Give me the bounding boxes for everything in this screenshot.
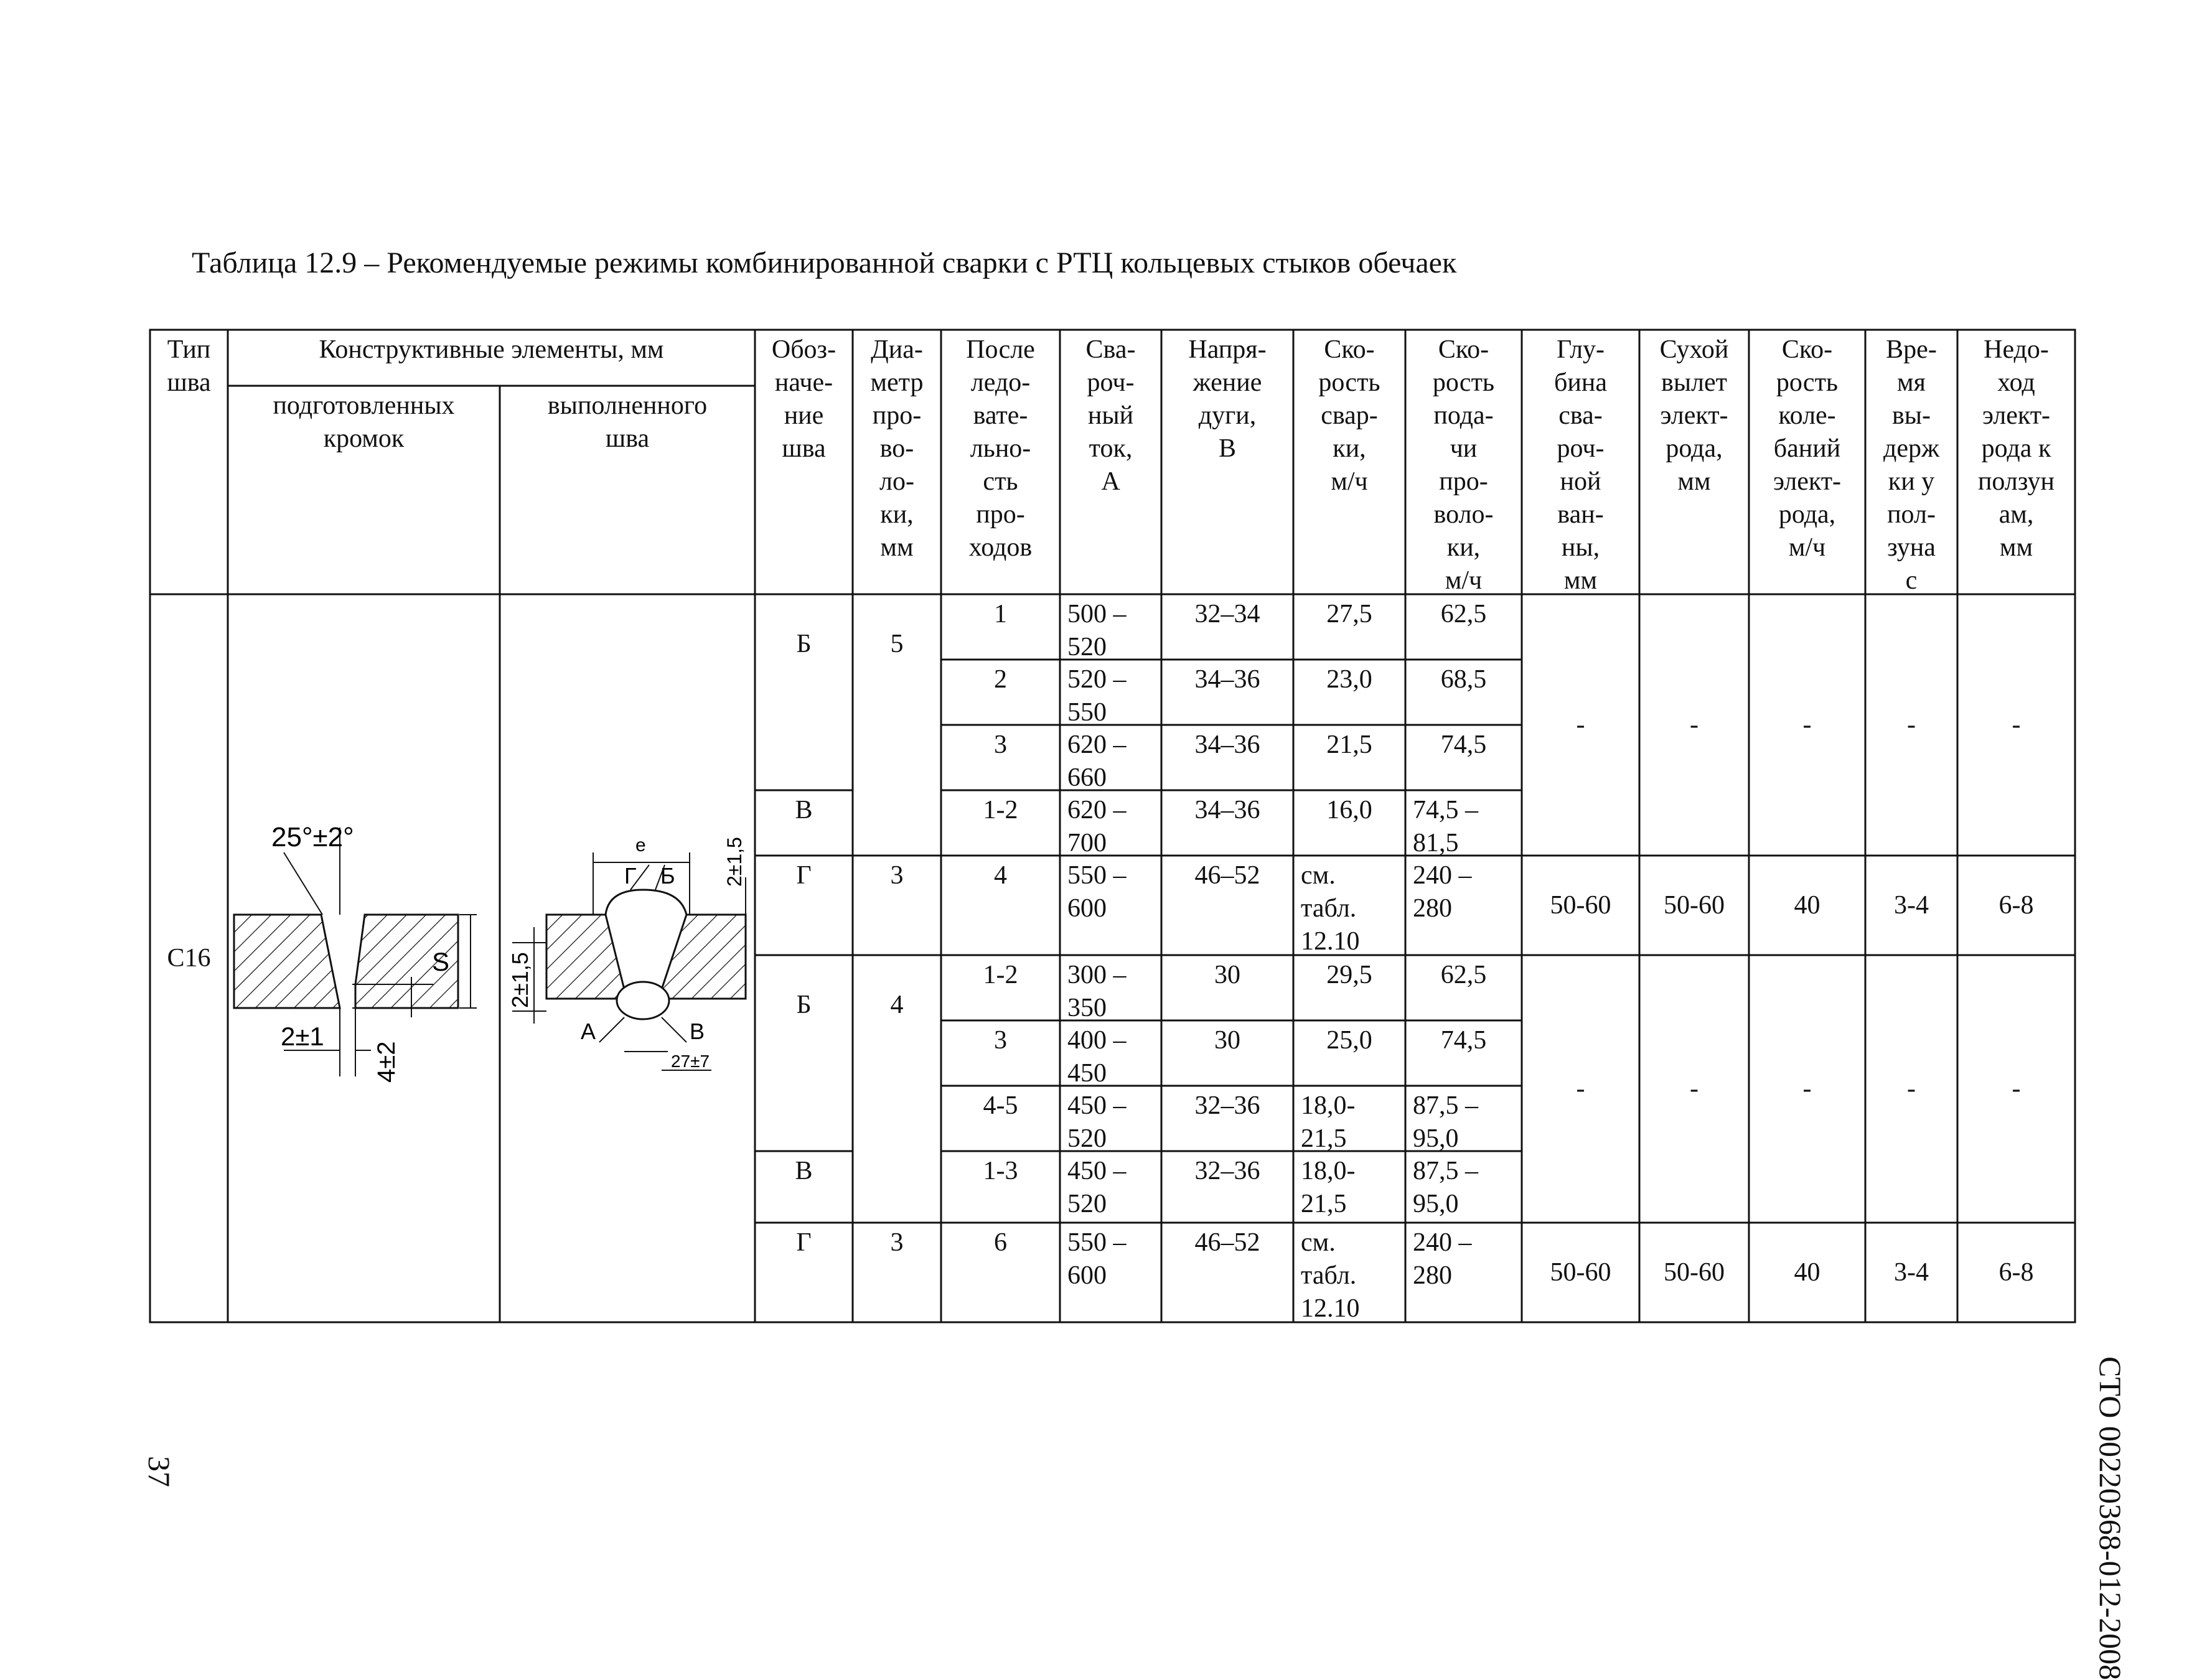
pass-sequence-cell: 4-5 [983, 1091, 1018, 1120]
header-oscillation-speed: Ско- рость коле- баний элект- рода, м/ч [1773, 335, 1842, 562]
pass-sequence-cell: 3 [994, 730, 1007, 759]
header-prepared-edges: подготовленных кромок [273, 391, 455, 453]
prep-thickness-label: S [432, 947, 450, 976]
done-bottom-reinforcement-label: 2±1,5 [507, 952, 533, 1008]
designation-cell: Б [796, 990, 812, 1019]
diameter-cell: 3 [890, 861, 904, 890]
dash-cell: - [1576, 710, 1585, 739]
current-cell: 450 – 520 [1067, 1091, 1127, 1151]
dash-cell: - [1690, 1074, 1699, 1103]
speed-cell: 25,0 [1326, 1026, 1372, 1055]
dash-cell: - [1907, 1074, 1916, 1103]
header-welding-speed: Ско- рость свар- ки, м/ч [1318, 335, 1380, 496]
feed-cell: 62,5 [1440, 961, 1487, 989]
feed-cell: 62,5 [1440, 600, 1487, 628]
feed-cell: 240 – 280 [1413, 861, 1472, 923]
header-finished-weld: выполненного шва [547, 391, 708, 453]
current-cell: 520 – 550 [1067, 665, 1127, 725]
speed-cell: см. табл. 12.10 [1301, 1228, 1360, 1322]
current-cell: 620 – 660 [1067, 730, 1127, 790]
feed-cell: 68,5 [1440, 665, 1487, 694]
pass-sequence-cell: 1-3 [983, 1157, 1018, 1185]
speed-cell: 16,0 [1326, 796, 1372, 824]
pool-depth-cell: 50-60 [1550, 890, 1611, 920]
header-structural-elements: Конструктивные элементы, мм [319, 335, 664, 364]
pass-sequence-cell: 3 [994, 1026, 1007, 1055]
pass-sequence-cell: 6 [994, 1228, 1007, 1257]
diameter-cell: 3 [890, 1228, 904, 1257]
speed-cell: 21,5 [1326, 730, 1372, 759]
dash-cell: - [1802, 1074, 1812, 1103]
dash-cell: - [2012, 1074, 2021, 1103]
dash-cell: - [1690, 710, 1699, 739]
gap-cell: 6-8 [1998, 890, 2034, 920]
voltage-cell: 30 [1214, 1026, 1240, 1055]
dash-cell: - [1802, 710, 1812, 739]
current-cell: 550 – 600 [1067, 861, 1127, 923]
pass-sequence-cell: 1 [994, 600, 1007, 628]
voltage-cell: 30 [1214, 961, 1240, 989]
current-cell: 450 – 520 [1067, 1157, 1127, 1218]
pass-sequence-cell: 1-2 [983, 796, 1018, 824]
pass-sequence-cell: 4 [994, 861, 1007, 890]
current-cell: 400 – 450 [1067, 1026, 1127, 1086]
page-number: 37 [142, 1456, 177, 1487]
dash-cell: - [2012, 710, 2021, 739]
designation-cell: В [795, 796, 813, 824]
designation-cell: Б [796, 629, 812, 658]
header-type: Тип шва [167, 335, 211, 397]
speed-cell: 23,0 [1326, 665, 1372, 694]
current-cell: 620 – 700 [1067, 796, 1127, 856]
feed-cell: 87,5 – 95,0 [1413, 1157, 1478, 1218]
diameter-cell: 4 [890, 990, 904, 1019]
designation-cell: Г [796, 1228, 812, 1257]
voltage-cell: 34–36 [1194, 730, 1260, 759]
finished-weld-drawing [500, 803, 755, 1101]
feed-cell: 74,5 [1440, 730, 1487, 759]
speed-cell: 27,5 [1326, 600, 1372, 628]
diameter-cell: 5 [890, 629, 904, 658]
done-width-label: e [635, 835, 646, 856]
voltage-cell: 32–36 [1194, 1157, 1260, 1185]
header-dwell-time: Вре- мя вы- держ ки у пол- зуна с [1883, 335, 1940, 594]
voltage-cell: 34–36 [1194, 796, 1260, 824]
stickout-cell: 50-60 [1664, 890, 1725, 920]
current-cell: 500 – 520 [1067, 600, 1127, 660]
header-arc-voltage: Напря- жение дуги, В [1188, 335, 1267, 463]
current-cell: 300 – 350 [1067, 961, 1127, 1020]
feed-cell: 74,5 – 81,5 [1413, 796, 1478, 856]
document-number: СТО 00220368-012-2008 [2093, 1356, 2128, 1680]
dash-cell: - [1907, 710, 1916, 739]
header-wire-diameter: Диа- метр про- во- ло- ки, мм [870, 335, 924, 562]
prep-gap-label: 2±1 [281, 1022, 324, 1051]
header-designation: Обоз- наче- ние шва [771, 335, 836, 463]
oscillation-cell: 40 [1794, 890, 1820, 920]
header-welding-current: Сва- роч- ный ток, А [1085, 335, 1136, 496]
voltage-cell: 46–52 [1194, 1228, 1260, 1257]
dwell-cell: 3-4 [1894, 1258, 1929, 1287]
gap-cell: 6-8 [1998, 1258, 2034, 1287]
header-stickout: Сухой вылет элект- рода, мм [1659, 335, 1729, 496]
prep-root-label: 4±2 [373, 1041, 400, 1083]
pass-sequence-cell: 1-2 [983, 961, 1018, 989]
pass-sequence-cell: 2 [994, 665, 1007, 694]
pool-depth-cell: 50-60 [1550, 1258, 1611, 1287]
current-cell: 550 – 600 [1067, 1228, 1127, 1290]
done-bottom-width-label: 27±7 [671, 1052, 710, 1071]
header-pass-sequence: После ледо- вате- льно- сть про- ходов [966, 335, 1035, 562]
voltage-cell: 32–34 [1194, 600, 1260, 628]
voltage-cell: 32–36 [1194, 1091, 1260, 1120]
header-wire-feed-speed: Ско- рость пода- чи про- воло- ки, м/ч [1432, 335, 1495, 594]
done-letter-b: Б [660, 863, 675, 889]
speed-cell: 29,5 [1326, 961, 1372, 989]
feed-cell: 74,5 [1440, 1026, 1487, 1055]
speed-cell: 18,0- 21,5 [1301, 1091, 1356, 1151]
designation-cell: В [795, 1157, 813, 1185]
done-letter-g: Г [624, 863, 637, 889]
header-pool-depth: Глу- бина сва- роч- ной ван- ны, мм [1554, 335, 1607, 594]
prep-angle-label: 25°±2° [271, 822, 354, 852]
prepared-edges-drawing [228, 803, 500, 1101]
oscillation-cell: 40 [1794, 1258, 1820, 1287]
voltage-cell: 46–52 [1194, 861, 1260, 890]
table-caption: Таблица 12.9 – Рекомендуемые режимы комбинированной сварки с РТЦ кольцевых стыков обечаек [192, 246, 1457, 279]
done-top-reinforcement-label: 2±1,5 [723, 837, 746, 887]
speed-cell: 18,0- 21,5 [1301, 1157, 1356, 1218]
dash-cell: - [1576, 1074, 1585, 1103]
speed-cell: см. табл. 12.10 [1301, 861, 1360, 955]
voltage-cell: 34–36 [1194, 665, 1260, 694]
designation-cell: Г [796, 861, 812, 890]
done-letter-a: А [581, 1019, 596, 1044]
header-electrode-gap: Недо- ход элект- рода к ползун ам, мм [1977, 335, 2055, 562]
feed-cell: 87,5 – 95,0 [1413, 1091, 1478, 1151]
weld-type-cell: С16 [167, 943, 211, 973]
feed-cell: 240 – 280 [1413, 1228, 1472, 1290]
dwell-cell: 3-4 [1894, 890, 1929, 920]
stickout-cell: 50-60 [1664, 1258, 1725, 1287]
done-letter-v: В [690, 1019, 705, 1044]
